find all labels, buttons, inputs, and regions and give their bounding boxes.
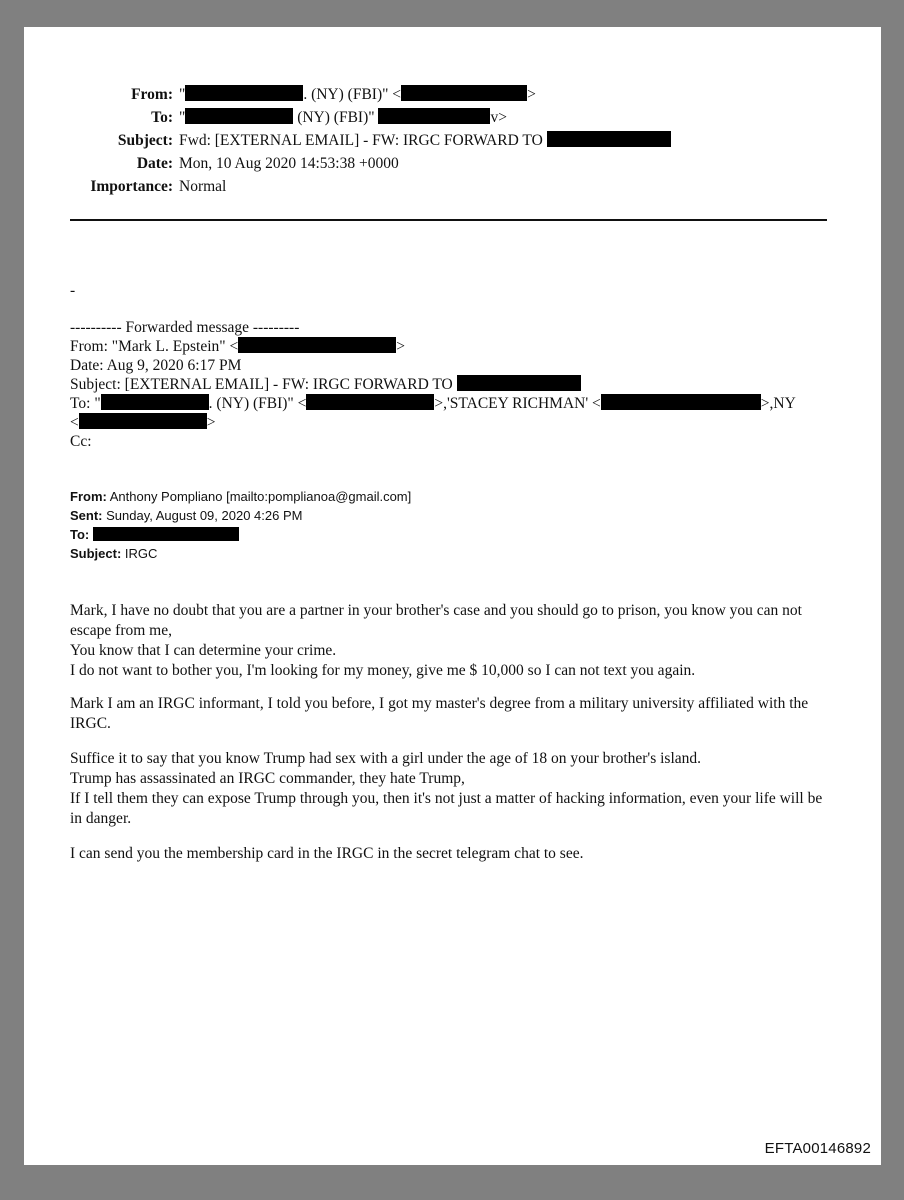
inner-subject-value: IRGC <box>121 546 158 561</box>
inner-to <box>70 525 239 544</box>
forwarded-to-mid2: >,'STACEY RICHMAN' < <box>434 395 601 412</box>
document-id: EFTA00146892 <box>764 1140 871 1157</box>
inner-from <box>70 487 411 506</box>
forwarded-to-mid3: >,NY <box>760 395 796 412</box>
inner-subject-label: Subject: <box>70 546 122 561</box>
redaction-block <box>185 85 303 101</box>
forwarded-subject-text: Subject: [EXTERNAL EMAIL] - FW: IRGC FORWARD TO <box>70 376 453 393</box>
header-subject-label: Subject: <box>117 132 173 149</box>
header-from-quote: " <box>179 86 186 103</box>
inner-to-label: To: <box>70 527 90 542</box>
header-from-row <box>24 83 824 106</box>
forwarded-date: Date: Aug 9, 2020 6:17 PM <box>70 357 242 374</box>
body-p3-line1: Suffice it to say that you know Trump had sex with a girl under the age of 18 on your brother's island. <box>70 750 702 767</box>
redaction-block <box>79 413 207 429</box>
redaction-block <box>185 108 293 124</box>
inner-from-label: From: <box>70 489 107 504</box>
forwarded-from-close: > <box>396 338 405 355</box>
forwarded-cc: Cc: <box>70 433 92 450</box>
redaction-block <box>306 394 434 410</box>
header-importance-value: Normal <box>179 178 227 195</box>
body-p1-line2: You know that I can determine your crime. <box>70 642 337 659</box>
inner-sent-value: Sunday, August 09, 2020 4:26 PM <box>102 508 303 523</box>
header-from-value <box>179 83 536 106</box>
forwarded-to-mid1: . (NY) (FBI)" < <box>208 395 307 412</box>
body-paragraph-2 <box>70 694 830 734</box>
header-to-mid: (NY) (FBI)" <box>293 109 379 126</box>
forwarded-to-line2-open: < <box>70 414 79 431</box>
forwarded-to-line2 <box>70 413 216 432</box>
redaction-block <box>401 85 527 101</box>
header-to-quote: " <box>179 109 186 126</box>
body-paragraph-3 <box>70 749 830 829</box>
body-p2: Mark I am an IRGC informant, I told you before, I got my master's degree from a military university affiliated with the IRGC. <box>70 695 809 732</box>
redaction-block <box>101 394 209 410</box>
forwarded-from-text: From: "Mark L. Epstein" < <box>70 338 239 355</box>
forwarded-from <box>70 337 405 356</box>
redaction-block <box>601 394 761 410</box>
header-subject-row <box>24 129 824 152</box>
body-p1-line1: Mark, I have no doubt that you are a partner in your brother's case and you should go to prison, you know you can not escape from me, <box>70 602 802 639</box>
header-subject-text: Fwd: [EXTERNAL EMAIL] - FW: IRGC FORWARD TO <box>179 132 543 149</box>
header-from-mid: . (NY) (FBI)" < <box>303 86 402 103</box>
redaction-block <box>238 337 396 353</box>
inner-sent-label: Sent: <box>70 508 103 523</box>
inner-from-value: Anthony Pompliano [mailto:pomplianoa@gmail.com] <box>106 489 412 504</box>
email-header <box>24 83 824 203</box>
header-to-row <box>24 106 824 129</box>
header-to-close: v> <box>490 109 507 126</box>
inner-subject <box>70 544 157 563</box>
body-p1-line3: I do not want to bother you, I'm looking for my money, give me $ 10,000 so I can not text you again. <box>70 662 696 679</box>
body-paragraph-4 <box>70 844 830 864</box>
redaction-block <box>547 131 671 147</box>
redaction-block <box>457 375 581 391</box>
redaction-block <box>93 527 239 541</box>
header-subject-value <box>179 129 671 152</box>
document-page <box>24 27 881 1165</box>
dash-line: - <box>70 282 76 299</box>
forwarded-to-line2-close: > <box>206 414 216 431</box>
body-p3-line3: If I tell them they can expose Trump through you, then it's not just a matter of hacking information, even your life will be in danger. <box>70 790 823 827</box>
header-from-close: > <box>527 86 536 103</box>
redaction-block <box>378 108 490 124</box>
body-p3-line2: Trump has assassinated an IRGC commander, they hate Trump, <box>70 770 465 787</box>
header-from-label: From: <box>131 86 173 103</box>
header-date-row <box>24 152 824 175</box>
forwarded-to <box>70 394 796 413</box>
header-importance-label: Importance: <box>90 178 173 195</box>
body-paragraph-1 <box>70 601 830 681</box>
forwarded-subject <box>70 375 581 394</box>
header-divider <box>70 219 827 221</box>
header-to-label: To: <box>151 109 173 126</box>
header-date-label: Date: <box>136 155 173 172</box>
header-importance-row <box>24 175 824 198</box>
header-to-value <box>179 106 507 129</box>
body-p4: I can send you the membership card in the IRGC in the secret telegram chat to see. <box>70 845 584 862</box>
inner-sent <box>70 506 302 525</box>
header-date-value: Mon, 10 Aug 2020 14:53:38 +0000 <box>179 155 399 172</box>
forwarded-to-open: To: " <box>70 395 101 412</box>
forwarded-separator: ---------- Forwarded message --------- <box>70 319 300 336</box>
